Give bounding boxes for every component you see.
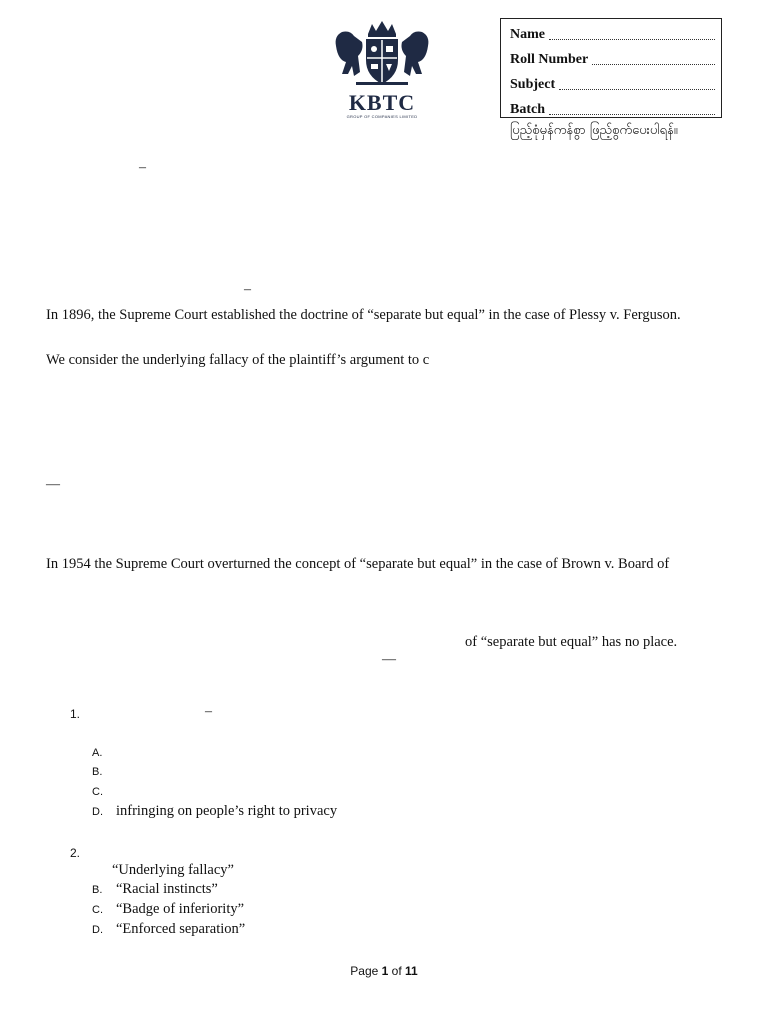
roll-number-line[interactable] <box>592 63 715 65</box>
question-2-option-d-text[interactable]: “Enforced separation” <box>116 921 246 937</box>
name-label: Name <box>510 27 545 42</box>
dash-mark: — <box>46 477 60 492</box>
question-1-option-a-letter[interactable]: A. <box>92 747 103 759</box>
roll-number-label: Roll Number <box>510 52 589 67</box>
student-info-box <box>500 18 722 118</box>
question-1-number: 1. <box>70 707 81 721</box>
question-2-option-b-text[interactable]: “Racial instincts” <box>116 881 218 897</box>
passage-paragraph-4: of “separate but equal” has no place. <box>465 634 678 650</box>
question-2-option-a-text[interactable]: “Underlying fallacy” <box>112 862 234 878</box>
lion-crest-icon <box>328 16 436 92</box>
page-word: Page <box>350 964 379 978</box>
page-number-footer <box>0 964 768 978</box>
question-2-option-d-letter[interactable]: D. <box>92 924 103 936</box>
logo-wordmark: KBTC <box>348 90 416 115</box>
of-word: of <box>391 964 402 978</box>
subject-label: Subject <box>510 77 556 92</box>
question-1-option-d-text[interactable]: infringing on people’s right to privacy <box>116 803 338 819</box>
question-1-option-c-letter[interactable]: C. <box>92 786 103 798</box>
passage-paragraph-3: In 1954 the Supreme Court overturned the concept of “separate but equal” in the case of Brown v. Board of <box>46 556 670 572</box>
company-logo <box>328 16 436 120</box>
subject-line[interactable] <box>559 88 715 90</box>
question-1-option-d-letter[interactable]: D. <box>92 806 103 818</box>
question-1-option-b-letter[interactable]: B. <box>92 766 103 778</box>
total-pages: 11 <box>405 964 418 978</box>
question-1-dash: – <box>205 704 212 719</box>
roll-number-field[interactable] <box>510 48 715 68</box>
batch-field[interactable] <box>510 98 715 118</box>
passage-paragraph-2: We consider the underlying fallacy of the plaintiff’s argument to c <box>46 352 430 368</box>
question-2-option-c-letter[interactable]: C. <box>92 904 103 916</box>
batch-line[interactable] <box>549 113 715 115</box>
subject-field[interactable] <box>510 73 715 93</box>
fill-instruction-note: ပြည့်စုံမှန်ကန်စွာ ဖြည့်စွက်ပေးပါရန်။ <box>510 123 678 138</box>
dash-mark: — <box>382 652 396 667</box>
name-line[interactable] <box>549 38 715 40</box>
logo-tagline: GROUP OF COMPANIES LIMITED <box>346 114 418 119</box>
dash-mark: – <box>244 282 251 297</box>
question-2-number: 2. <box>70 846 81 860</box>
question-2-option-b-letter[interactable]: B. <box>92 884 103 896</box>
dash-mark: – <box>139 160 146 175</box>
name-field[interactable] <box>510 23 715 43</box>
question-2-option-c-text[interactable]: “Badge of inferiority” <box>116 901 245 917</box>
passage-paragraph-1: In 1896, the Supreme Court established the doctrine of “separate but equal” in the case of Plessy v. Ferguson. <box>46 307 681 323</box>
current-page: 1 <box>381 964 389 978</box>
batch-label: Batch <box>510 102 545 117</box>
